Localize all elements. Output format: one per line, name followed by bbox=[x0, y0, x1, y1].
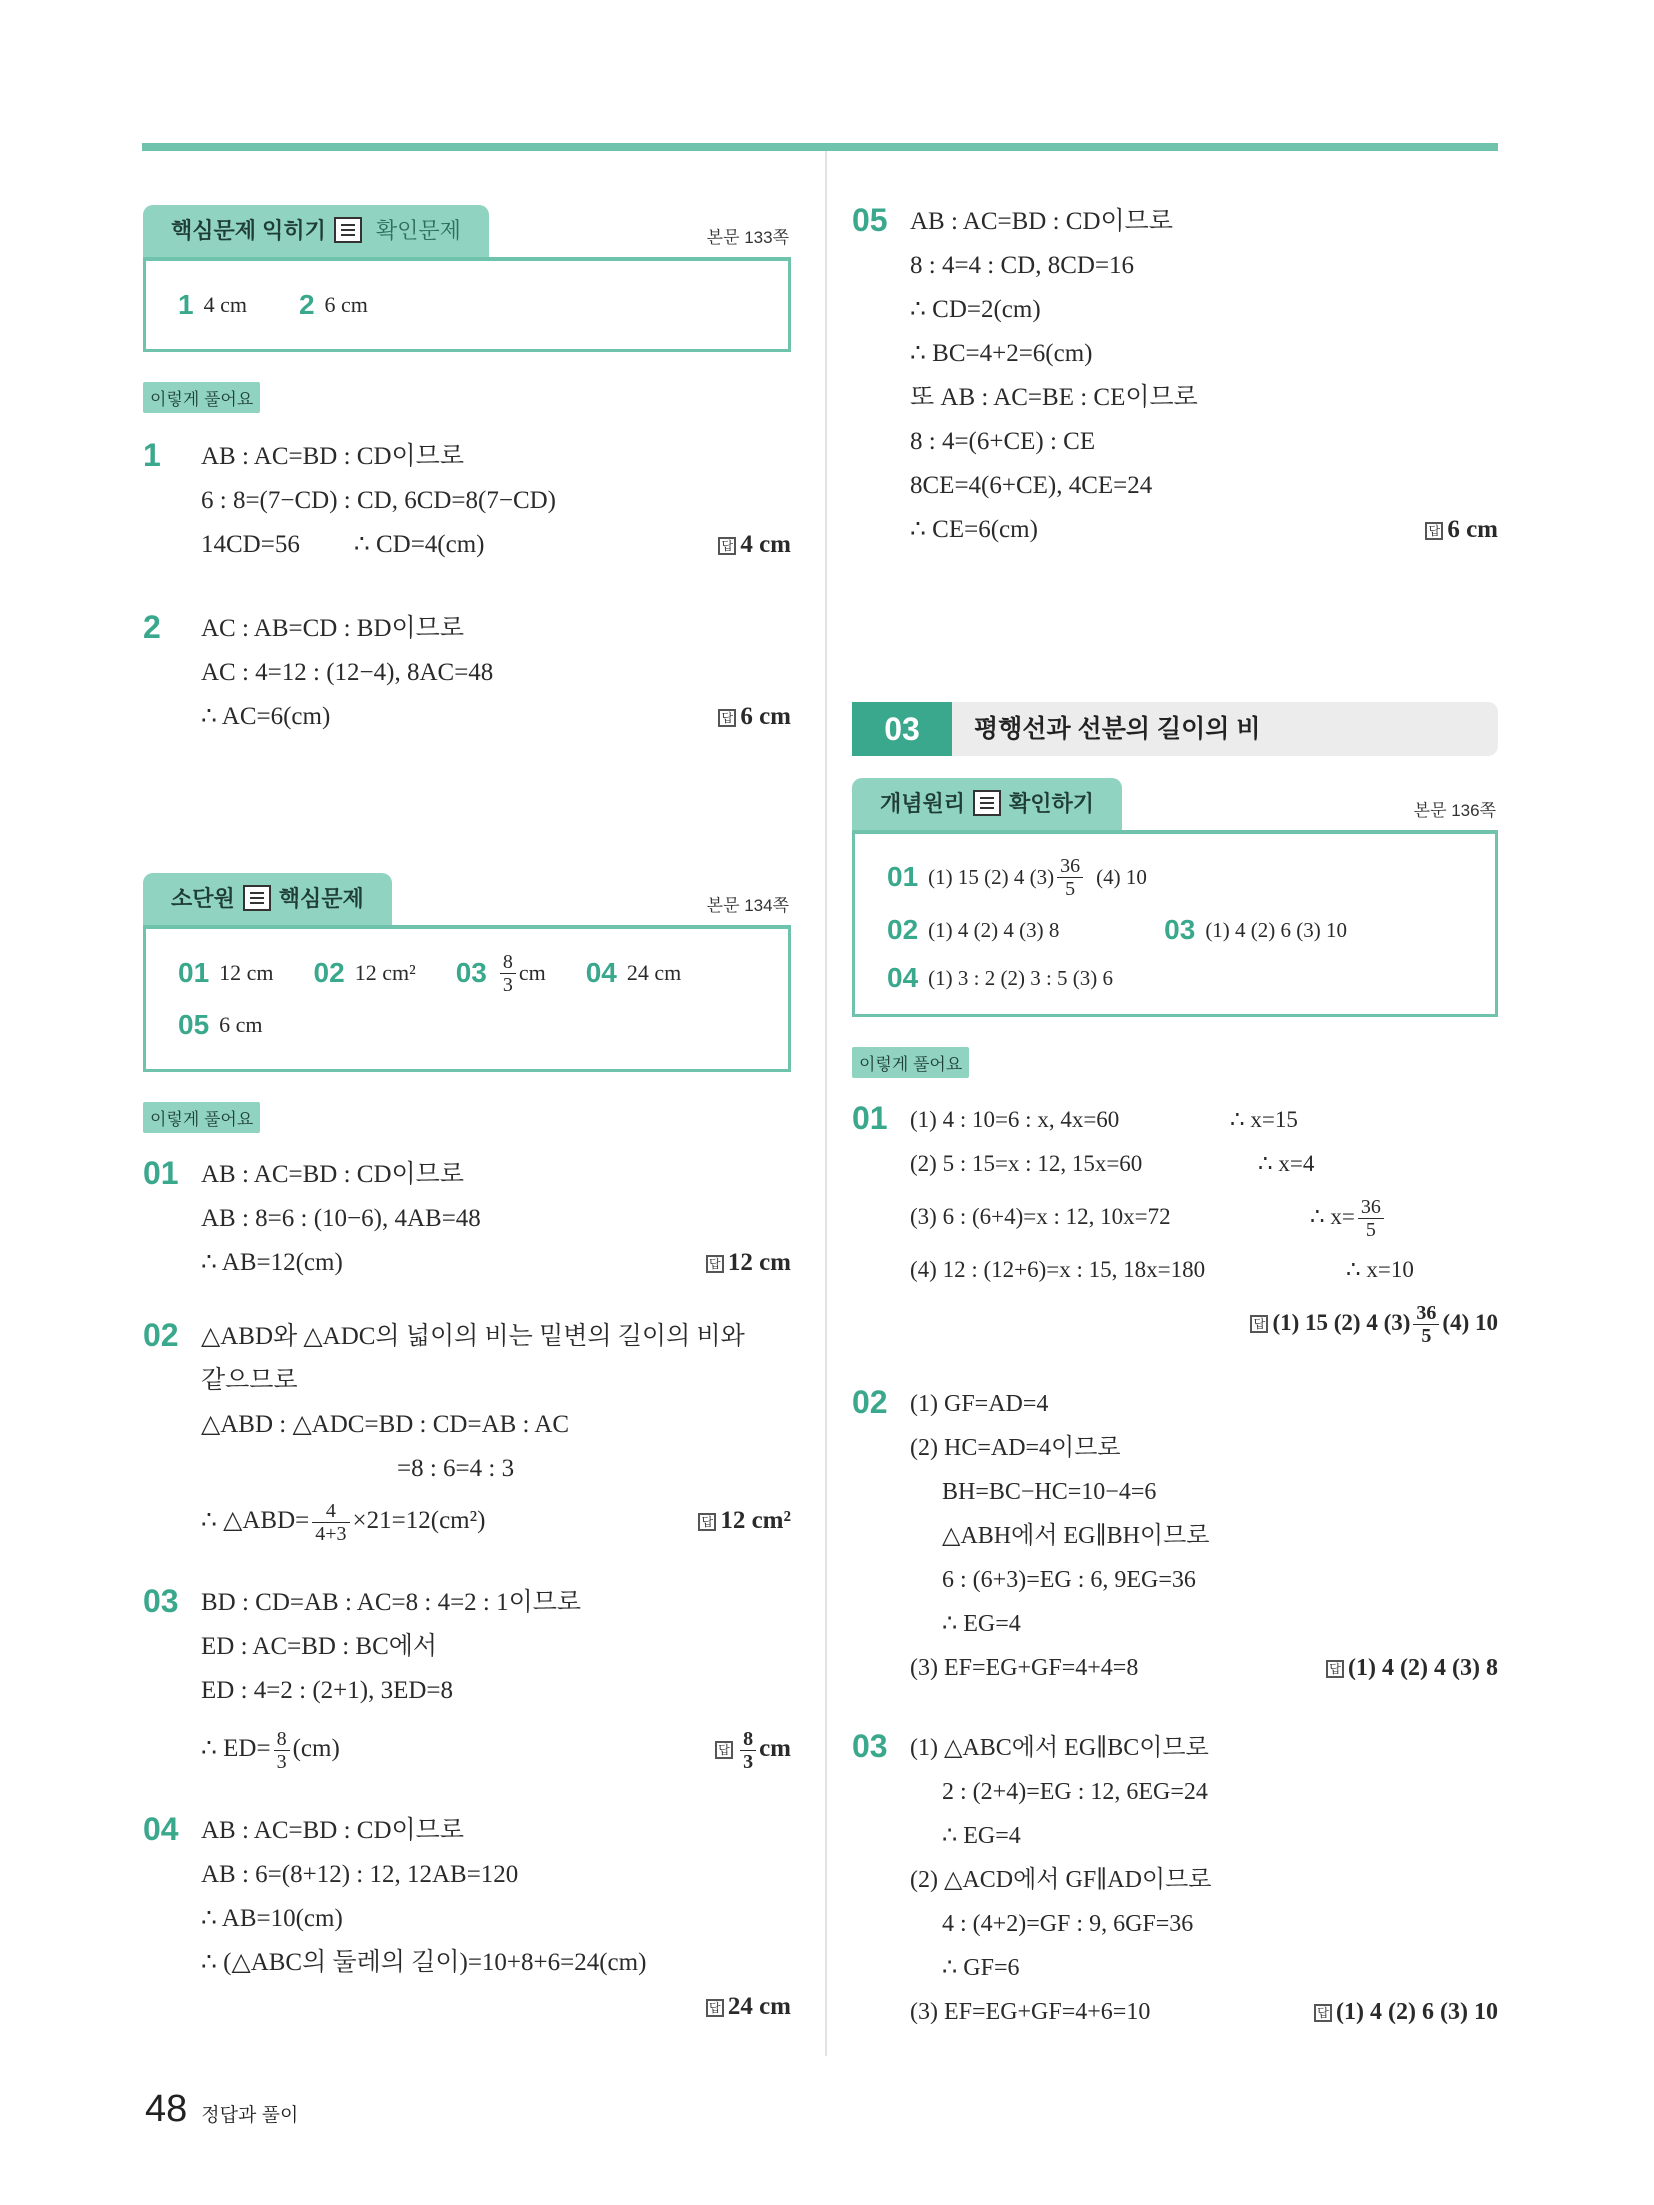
answer-box bbox=[852, 830, 1498, 1017]
solution-line: ∴ GF=6 bbox=[942, 1955, 1020, 1981]
solution-line bbox=[201, 1491, 791, 1551]
line-part: (2) 5 : 15=x : 12, 15x=60 bbox=[910, 1151, 1143, 1176]
numerator: 8 bbox=[274, 1728, 290, 1751]
section-header bbox=[852, 702, 1498, 756]
solution-line: ED : 4=2 : (2+1), 3ED=8 bbox=[201, 1677, 453, 1704]
answer-value: (1) 4 (2) 4 (3) 8 bbox=[1348, 1655, 1498, 1681]
solution-line: ∴ EG=4 bbox=[942, 1611, 1021, 1637]
numerator: 4 bbox=[312, 1500, 349, 1523]
answer-text: (1) 4 (2) 4 (3) 8 bbox=[928, 917, 1060, 942]
solution-line: ED : AC=BD : BC에서 bbox=[201, 1633, 438, 1660]
line-part: ∴ △ABD= bbox=[201, 1507, 310, 1534]
problem-number: 01 bbox=[143, 1155, 179, 1191]
final-answer bbox=[718, 523, 791, 567]
line-part: ∴ CD=4(cm) bbox=[353, 531, 485, 558]
line-part: (3) 6 : (6+4)=x : 12, 10x=72 bbox=[910, 1204, 1171, 1229]
answer-text: 4 cm bbox=[203, 292, 247, 317]
answer-value: 12 cm² bbox=[720, 1507, 791, 1534]
answer-text: 6 cm bbox=[219, 1012, 263, 1037]
problem-number: 2 bbox=[143, 609, 161, 645]
line-part: ∴ AC=6(cm) bbox=[201, 703, 331, 730]
solution-1 bbox=[143, 435, 791, 567]
answer-mark-icon: 답 bbox=[718, 709, 736, 727]
answer-box-tab bbox=[852, 778, 1122, 830]
answer-number: 1 bbox=[178, 289, 194, 320]
final-answer bbox=[698, 1491, 791, 1551]
solution-line: (2) HC=AD=4이므로 bbox=[910, 1435, 1121, 1461]
answer-text: (1) 4 (2) 6 (3) 10 bbox=[1205, 917, 1348, 942]
solution-line: △ABD : △ADC=BD : CD=AB : AC bbox=[201, 1411, 570, 1438]
fraction bbox=[1413, 1302, 1439, 1347]
line-part: ∴ x=10 bbox=[1346, 1257, 1414, 1282]
numerator: 36 bbox=[1413, 1302, 1439, 1325]
tab-title: 개념원리 bbox=[880, 791, 966, 816]
answer-item bbox=[456, 951, 546, 996]
page-label: 정답과 풀이 bbox=[201, 2105, 299, 2126]
solution-line: 8 : 4=4 : CD, 8CD=16 bbox=[910, 252, 1135, 279]
answer-mark-icon: 답 bbox=[1326, 1660, 1344, 1678]
solution-badge: 이렇게 풀어요 bbox=[852, 1047, 969, 1078]
final-answer bbox=[1314, 1990, 1498, 2034]
solution-line: △ABH에서 EG∥BH이므로 bbox=[942, 1523, 1210, 1549]
solution-s01 bbox=[852, 1098, 1498, 1354]
solution-line bbox=[201, 695, 791, 739]
solution-01 bbox=[143, 1153, 791, 1285]
solution-line: ∴ CD=2(cm) bbox=[910, 296, 1041, 323]
solution-line bbox=[910, 1098, 1498, 1142]
solution-line: 같으므로 bbox=[201, 1367, 298, 1394]
fraction bbox=[312, 1500, 349, 1545]
answer-text: (4) 10 bbox=[1096, 864, 1147, 889]
key-icon bbox=[334, 217, 362, 243]
line-part: (3) EF=EG+GF=4+4=8 bbox=[910, 1655, 1139, 1681]
solution-03 bbox=[143, 1581, 791, 1785]
answer-number: 02 bbox=[887, 914, 919, 945]
answer-value: (1) 15 (2) 4 (3) bbox=[1272, 1310, 1411, 1335]
answer-item bbox=[314, 957, 416, 989]
fraction bbox=[1057, 855, 1083, 900]
solution-line bbox=[910, 1990, 1498, 2034]
answer-value: 4 cm bbox=[740, 531, 791, 558]
line-part: ∴ x=4 bbox=[1258, 1151, 1315, 1176]
solution-line bbox=[910, 1186, 1498, 1248]
solution-line: AB : AC=BD : CD이므로 bbox=[201, 443, 464, 470]
line-part: 14CD=56 bbox=[201, 531, 300, 558]
tab-subtitle: 확인문제 bbox=[375, 218, 461, 243]
answer-text: 6 cm bbox=[324, 292, 368, 317]
tab-title: 소단원 bbox=[171, 886, 235, 911]
line-part: ∴ ED= bbox=[201, 1735, 271, 1762]
solution-line: BH=BC−HC=10−4=6 bbox=[942, 1479, 1157, 1505]
solution-line: ∴ AB=10(cm) bbox=[201, 1905, 343, 1932]
numerator: 36 bbox=[1358, 1196, 1384, 1219]
top-accent-bar bbox=[142, 143, 1498, 151]
solution-line: ∴ BC=4+2=6(cm) bbox=[910, 340, 1093, 367]
problem-number: 01 bbox=[852, 1100, 888, 1136]
solution-line: 8 : 4=(6+CE) : CE bbox=[910, 428, 1096, 455]
solution-line: 2 : (2+4)=EG : 12, 6EG=24 bbox=[942, 1779, 1208, 1805]
column-divider bbox=[825, 151, 827, 2056]
answer-value: cm bbox=[759, 1735, 791, 1762]
answer-item bbox=[178, 957, 274, 989]
answer-item bbox=[586, 957, 682, 989]
answer-text: 24 cm bbox=[626, 960, 682, 985]
answer-value: 6 cm bbox=[740, 703, 791, 730]
solution-line bbox=[201, 1713, 791, 1785]
answer-mark-icon: 답 bbox=[715, 1741, 733, 1759]
answer-number: 2 bbox=[298, 289, 315, 320]
solution-line bbox=[910, 1142, 1498, 1186]
answer-mark-icon: 답 bbox=[1314, 2004, 1332, 2022]
left-column bbox=[143, 205, 791, 2029]
answer-number: 01 bbox=[887, 861, 919, 892]
problem-number: 05 bbox=[852, 202, 888, 238]
numerator: 8 bbox=[740, 1728, 756, 1751]
final-answer bbox=[706, 1985, 791, 2029]
solution-line: AB : 6=(8+12) : 12, 12AB=120 bbox=[201, 1861, 519, 1888]
right-column bbox=[852, 200, 1498, 2034]
problem-number: 02 bbox=[852, 1384, 888, 1420]
solution-line: 또 AB : AC=BE : CE이므로 bbox=[910, 384, 1198, 411]
problem-number: 02 bbox=[143, 1317, 179, 1353]
answer-item bbox=[178, 289, 247, 321]
denominator: 5 bbox=[1421, 1325, 1432, 1348]
answer-value: 6 cm bbox=[1447, 516, 1498, 543]
answer-number: 04 bbox=[887, 962, 919, 993]
solution-line bbox=[201, 1241, 791, 1285]
solution-05 bbox=[852, 200, 1498, 552]
solution-line bbox=[910, 1248, 1498, 1292]
line-part: (1) 4 : 10=6 : x, 4x=60 bbox=[910, 1107, 1120, 1132]
solution-line bbox=[201, 1985, 791, 2029]
solution-badge: 이렇게 풀어요 bbox=[143, 1102, 260, 1133]
answer-mark-icon: 답 bbox=[1250, 1315, 1268, 1333]
solution-line bbox=[910, 1646, 1498, 1690]
answer-number: 03 bbox=[455, 957, 487, 988]
final-answer bbox=[706, 1241, 791, 1285]
solution-line: AC : AB=CD : BD이므로 bbox=[201, 615, 464, 642]
solution-line: AB : AC=BD : CD이므로 bbox=[201, 1161, 464, 1188]
notebook-icon bbox=[973, 790, 1001, 816]
answer-box bbox=[143, 925, 791, 1072]
solution-2 bbox=[143, 607, 791, 739]
answer-mark-icon: 답 bbox=[706, 1255, 724, 1273]
answer-number: 05 bbox=[178, 1009, 210, 1040]
answer-item bbox=[299, 289, 368, 321]
book-icon bbox=[243, 885, 271, 911]
answer-mark-icon: 답 bbox=[718, 537, 736, 555]
tab-subtitle: 확인하기 bbox=[1009, 791, 1095, 816]
solution-line: =8 : 6=4 : 3 bbox=[397, 1455, 515, 1482]
problem-number: 03 bbox=[852, 1728, 888, 1764]
line-part: ∴ AB=12(cm) bbox=[201, 1249, 343, 1276]
answer-text: cm bbox=[518, 960, 546, 985]
page-reference: 본문 134쪽 bbox=[706, 896, 789, 915]
solution-line: AB : AC=BD : CD이므로 bbox=[201, 1817, 464, 1844]
answer-box-header bbox=[143, 873, 791, 925]
section-number: 03 bbox=[852, 702, 952, 756]
fraction bbox=[1358, 1196, 1384, 1241]
answer-text: (1) 3 : 2 (2) 3 : 5 (3) 6 bbox=[928, 965, 1114, 990]
denominator: 4+3 bbox=[315, 1522, 347, 1545]
denominator: 3 bbox=[743, 1750, 754, 1773]
denominator: 3 bbox=[502, 973, 513, 996]
answer-mark-icon: 답 bbox=[1425, 522, 1443, 540]
denominator: 3 bbox=[276, 1750, 287, 1773]
solution-line: (1) △ABC에서 EG∥BC이므로 bbox=[910, 1735, 1209, 1761]
line-part: (cm) bbox=[292, 1735, 340, 1762]
solution-line bbox=[910, 1292, 1498, 1354]
answer-value: 24 cm bbox=[727, 1993, 791, 2020]
solution-line: ∴ EG=4 bbox=[942, 1823, 1021, 1849]
solution-line: AB : 8=6 : (10−6), 4AB=48 bbox=[201, 1205, 481, 1232]
answer-box-header bbox=[143, 205, 791, 257]
solution-line bbox=[201, 523, 791, 567]
line-part: ∴ CE=6(cm) bbox=[910, 516, 1038, 543]
final-answer bbox=[718, 695, 791, 739]
numerator: 8 bbox=[500, 951, 516, 974]
solution-s03 bbox=[852, 1726, 1498, 2034]
solution-02 bbox=[143, 1315, 791, 1551]
answer-number: 01 bbox=[178, 957, 210, 988]
problem-number: 04 bbox=[143, 1811, 179, 1847]
fraction bbox=[740, 1728, 756, 1773]
answer-item bbox=[178, 1009, 263, 1041]
answer-mark-icon: 답 bbox=[698, 1513, 716, 1531]
answer-value: 12 cm bbox=[727, 1249, 791, 1276]
solution-line: 6 : 8=(7−CD) : CD, 6CD=8(7−CD) bbox=[201, 487, 557, 514]
solution-s02 bbox=[852, 1382, 1498, 1690]
final-answer bbox=[1250, 1292, 1498, 1354]
tab-title: 핵심문제 익히기 bbox=[171, 218, 326, 243]
line-part: ×21=12(cm²) bbox=[352, 1507, 486, 1534]
answer-text: 12 cm² bbox=[354, 960, 416, 985]
solution-line: 6 : (6+3)=EG : 6, 9EG=36 bbox=[942, 1567, 1196, 1593]
page-footer bbox=[145, 2088, 298, 2131]
answer-value: (1) 4 (2) 6 (3) 10 bbox=[1336, 1999, 1498, 2025]
solution-badge: 이렇게 풀어요 bbox=[143, 382, 260, 413]
problem-number: 03 bbox=[143, 1583, 179, 1619]
answer-box-tab bbox=[143, 873, 392, 925]
page-reference: 본문 136쪽 bbox=[1413, 801, 1496, 820]
numerator: 36 bbox=[1057, 855, 1083, 878]
section-title: 평행선과 선분의 길이의 비 bbox=[974, 715, 1261, 743]
solution-line: △ABD와 △ADC의 넓이의 비는 밑변의 길이의 비와 bbox=[201, 1323, 745, 1350]
answer-number: 02 bbox=[313, 957, 345, 988]
solution-04 bbox=[143, 1809, 791, 2029]
denominator: 5 bbox=[1365, 1219, 1376, 1242]
line-part: ∴ x=15 bbox=[1230, 1107, 1298, 1132]
answer-box-header bbox=[852, 778, 1498, 830]
problem-number: 1 bbox=[143, 437, 161, 473]
solution-line: (2) △ACD에서 GF∥AD이므로 bbox=[910, 1867, 1212, 1893]
solution-line: AC : 4=12 : (12−4), 8AC=48 bbox=[201, 659, 494, 686]
denominator: 5 bbox=[1065, 877, 1076, 900]
answer-box-tab bbox=[143, 205, 489, 257]
solution-line: 4 : (4+2)=GF : 9, 6GF=36 bbox=[942, 1911, 1194, 1937]
final-answer bbox=[1425, 508, 1498, 552]
fraction bbox=[274, 1728, 290, 1773]
answer-box bbox=[143, 257, 791, 352]
answer-text: 12 cm bbox=[219, 960, 274, 985]
final-answer bbox=[715, 1713, 791, 1785]
solution-line: 8CE=4(6+CE), 4CE=24 bbox=[910, 472, 1153, 499]
answer-number: 04 bbox=[585, 957, 617, 988]
fraction bbox=[500, 951, 516, 996]
answer-mark-icon: 답 bbox=[706, 1999, 724, 2017]
line-part: (4) 12 : (12+6)=x : 15, 18x=180 bbox=[910, 1257, 1206, 1282]
final-answer bbox=[1326, 1646, 1498, 1690]
solution-line: ∴ (△ABC의 둘레의 길이)=10+8+6=24(cm) bbox=[201, 1949, 647, 1976]
solution-line: (1) GF=AD=4 bbox=[910, 1391, 1049, 1417]
answer-text: (1) 15 (2) 4 (3) bbox=[928, 864, 1055, 889]
answer-value: (4) 10 bbox=[1442, 1310, 1498, 1335]
line-part: (3) EF=EG+GF=4+6=10 bbox=[910, 1999, 1151, 2025]
solution-line: AB : AC=BD : CD이므로 bbox=[910, 208, 1173, 235]
page-reference: 본문 133쪽 bbox=[706, 228, 789, 247]
line-part: ∴ x= bbox=[1310, 1204, 1355, 1229]
solution-line bbox=[910, 508, 1498, 552]
tab-subtitle: 핵심문제 bbox=[278, 886, 364, 911]
page-number: 48 bbox=[145, 2088, 188, 2130]
solution-line: BD : CD=AB : AC=8 : 4=2 : 1이므로 bbox=[201, 1589, 582, 1616]
answer-number: 03 bbox=[1164, 914, 1196, 945]
